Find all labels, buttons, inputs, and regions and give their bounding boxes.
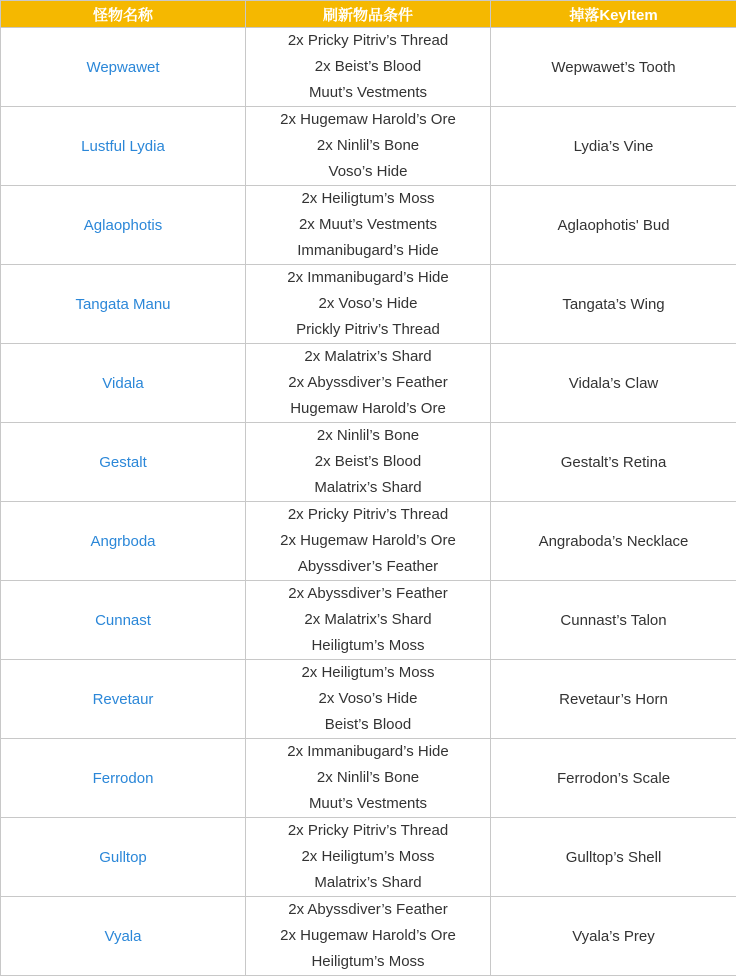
- monster-name-link[interactable]: Vyala: [105, 928, 142, 945]
- spawn-condition-item: Heiligtum’s Moss: [246, 949, 490, 975]
- monster-name-cell: [1, 344, 246, 423]
- keyitem-cell: Aglaophotis' Bud: [491, 186, 736, 265]
- monster-name-link[interactable]: Revetaur: [93, 691, 154, 708]
- spawn-condition-item: 2x Pricky Pitriv’s Thread: [246, 28, 490, 54]
- table-row: [1, 502, 736, 581]
- monster-name-link[interactable]: Vidala: [102, 375, 143, 392]
- spawn-condition-item: 2x Abyssdiver’s Feather: [246, 581, 490, 607]
- header-monster-name: 怪物名称: [1, 1, 246, 28]
- table-row: [1, 107, 736, 186]
- keyitem-cell: Wepwawet’s Tooth: [491, 28, 736, 107]
- spawn-condition-item: 2x Ninlil’s Bone: [246, 765, 490, 791]
- keyitem-cell: Angraboda’s Necklace: [491, 502, 736, 581]
- spawn-condition-item: 2x Immanibugard’s Hide: [246, 739, 490, 765]
- table-row: [1, 265, 736, 344]
- spawn-condition-item: 2x Pricky Pitriv’s Thread: [246, 818, 490, 844]
- monster-name-link[interactable]: Ferrodon: [93, 770, 154, 787]
- spawn-conditions-cell: [246, 581, 491, 660]
- keyitem-cell: Vidala’s Claw: [491, 344, 736, 423]
- spawn-condition-item: Prickly Pitriv’s Thread: [246, 317, 490, 343]
- monster-name-cell: [1, 186, 246, 265]
- monster-name-cell: [1, 28, 246, 107]
- table-row: [1, 344, 736, 423]
- spawn-condition-item: Immanibugard’s Hide: [246, 238, 490, 264]
- spawn-conditions-cell: [246, 897, 491, 976]
- keyitem-cell: Gulltop’s Shell: [491, 818, 736, 897]
- spawn-condition-item: 2x Ninlil’s Bone: [246, 423, 490, 449]
- keyitem-cell: Vyala’s Prey: [491, 897, 736, 976]
- spawn-conditions-cell: [246, 502, 491, 581]
- table-row: [1, 28, 736, 107]
- spawn-condition-item: 2x Voso’s Hide: [246, 291, 490, 317]
- header-keyitem: 掉落KeyItem: [491, 1, 736, 28]
- table-body: [1, 28, 736, 976]
- table-row: [1, 660, 736, 739]
- spawn-condition-item: 2x Hugemaw Harold’s Ore: [246, 528, 490, 554]
- spawn-conditions-cell: [246, 818, 491, 897]
- spawn-conditions-cell: [246, 265, 491, 344]
- keyitem-cell: Ferrodon’s Scale: [491, 739, 736, 818]
- monster-name-cell: [1, 897, 246, 976]
- spawn-condition-item: Beist’s Blood: [246, 712, 490, 738]
- spawn-condition-item: 2x Abyssdiver’s Feather: [246, 370, 490, 396]
- table-row: [1, 818, 736, 897]
- spawn-condition-item: Muut’s Vestments: [246, 791, 490, 817]
- monster-name-link[interactable]: Cunnast: [95, 612, 151, 629]
- monster-name-link[interactable]: Tangata Manu: [75, 296, 170, 313]
- spawn-condition-item: 2x Hugemaw Harold’s Ore: [246, 923, 490, 949]
- spawn-condition-item: 2x Voso’s Hide: [246, 686, 490, 712]
- monster-name-link[interactable]: Lustful Lydia: [81, 138, 165, 155]
- spawn-condition-item: 2x Beist’s Blood: [246, 54, 490, 80]
- monster-name-cell: [1, 107, 246, 186]
- spawn-condition-item: 2x Heiligtum’s Moss: [246, 660, 490, 686]
- table-row: [1, 186, 736, 265]
- spawn-condition-item: Heiligtum’s Moss: [246, 633, 490, 659]
- spawn-conditions-cell: [246, 660, 491, 739]
- spawn-condition-item: Malatrix’s Shard: [246, 870, 490, 896]
- spawn-condition-item: 2x Ninlil’s Bone: [246, 133, 490, 159]
- monster-name-cell: [1, 581, 246, 660]
- keyitem-cell: Lydia’s Vine: [491, 107, 736, 186]
- spawn-condition-item: Voso’s Hide: [246, 159, 490, 185]
- spawn-conditions-cell: [246, 186, 491, 265]
- spawn-conditions-cell: [246, 423, 491, 502]
- monster-name-link[interactable]: Gestalt: [99, 454, 147, 471]
- spawn-conditions-cell: [246, 107, 491, 186]
- spawn-condition-item: 2x Muut’s Vestments: [246, 212, 490, 238]
- keyitem-cell: Revetaur’s Horn: [491, 660, 736, 739]
- monster-name-link[interactable]: Aglaophotis: [84, 217, 162, 234]
- spawn-condition-item: 2x Immanibugard’s Hide: [246, 265, 490, 291]
- keyitem-cell: Cunnast’s Talon: [491, 581, 736, 660]
- spawn-condition-item: Muut’s Vestments: [246, 80, 490, 106]
- spawn-condition-item: Malatrix’s Shard: [246, 475, 490, 501]
- spawn-condition-item: Hugemaw Harold’s Ore: [246, 396, 490, 422]
- spawn-conditions-cell: [246, 28, 491, 107]
- spawn-condition-item: 2x Malatrix’s Shard: [246, 344, 490, 370]
- spawn-condition-item: Abyssdiver’s Feather: [246, 554, 490, 580]
- monster-name-cell: [1, 423, 246, 502]
- header-spawn-conditions: 刷新物品条件: [246, 1, 491, 28]
- spawn-conditions-cell: [246, 344, 491, 423]
- spawn-condition-item: 2x Hugemaw Harold’s Ore: [246, 107, 490, 133]
- monster-name-cell: [1, 265, 246, 344]
- monster-name-link[interactable]: Wepwawet: [86, 59, 159, 76]
- monster-name-cell: [1, 660, 246, 739]
- table-row: [1, 897, 736, 976]
- table-header-row: [1, 1, 736, 28]
- spawn-condition-item: 2x Heiligtum’s Moss: [246, 844, 490, 870]
- monster-name-link[interactable]: Angrboda: [90, 533, 155, 550]
- monster-name-cell: [1, 502, 246, 581]
- monster-name-cell: [1, 818, 246, 897]
- table-row: [1, 581, 736, 660]
- spawn-conditions-cell: [246, 739, 491, 818]
- table-row: [1, 739, 736, 818]
- monster-name-cell: [1, 739, 246, 818]
- spawn-condition-item: 2x Abyssdiver’s Feather: [246, 897, 490, 923]
- spawn-condition-item: 2x Pricky Pitriv’s Thread: [246, 502, 490, 528]
- keyitem-cell: Gestalt’s Retina: [491, 423, 736, 502]
- spawn-condition-item: 2x Beist’s Blood: [246, 449, 490, 475]
- keyitem-cell: Tangata’s Wing: [491, 265, 736, 344]
- spawn-condition-item: 2x Malatrix’s Shard: [246, 607, 490, 633]
- monster-name-link[interactable]: Gulltop: [99, 849, 147, 866]
- table-row: [1, 423, 736, 502]
- spawn-condition-item: 2x Heiligtum’s Moss: [246, 186, 490, 212]
